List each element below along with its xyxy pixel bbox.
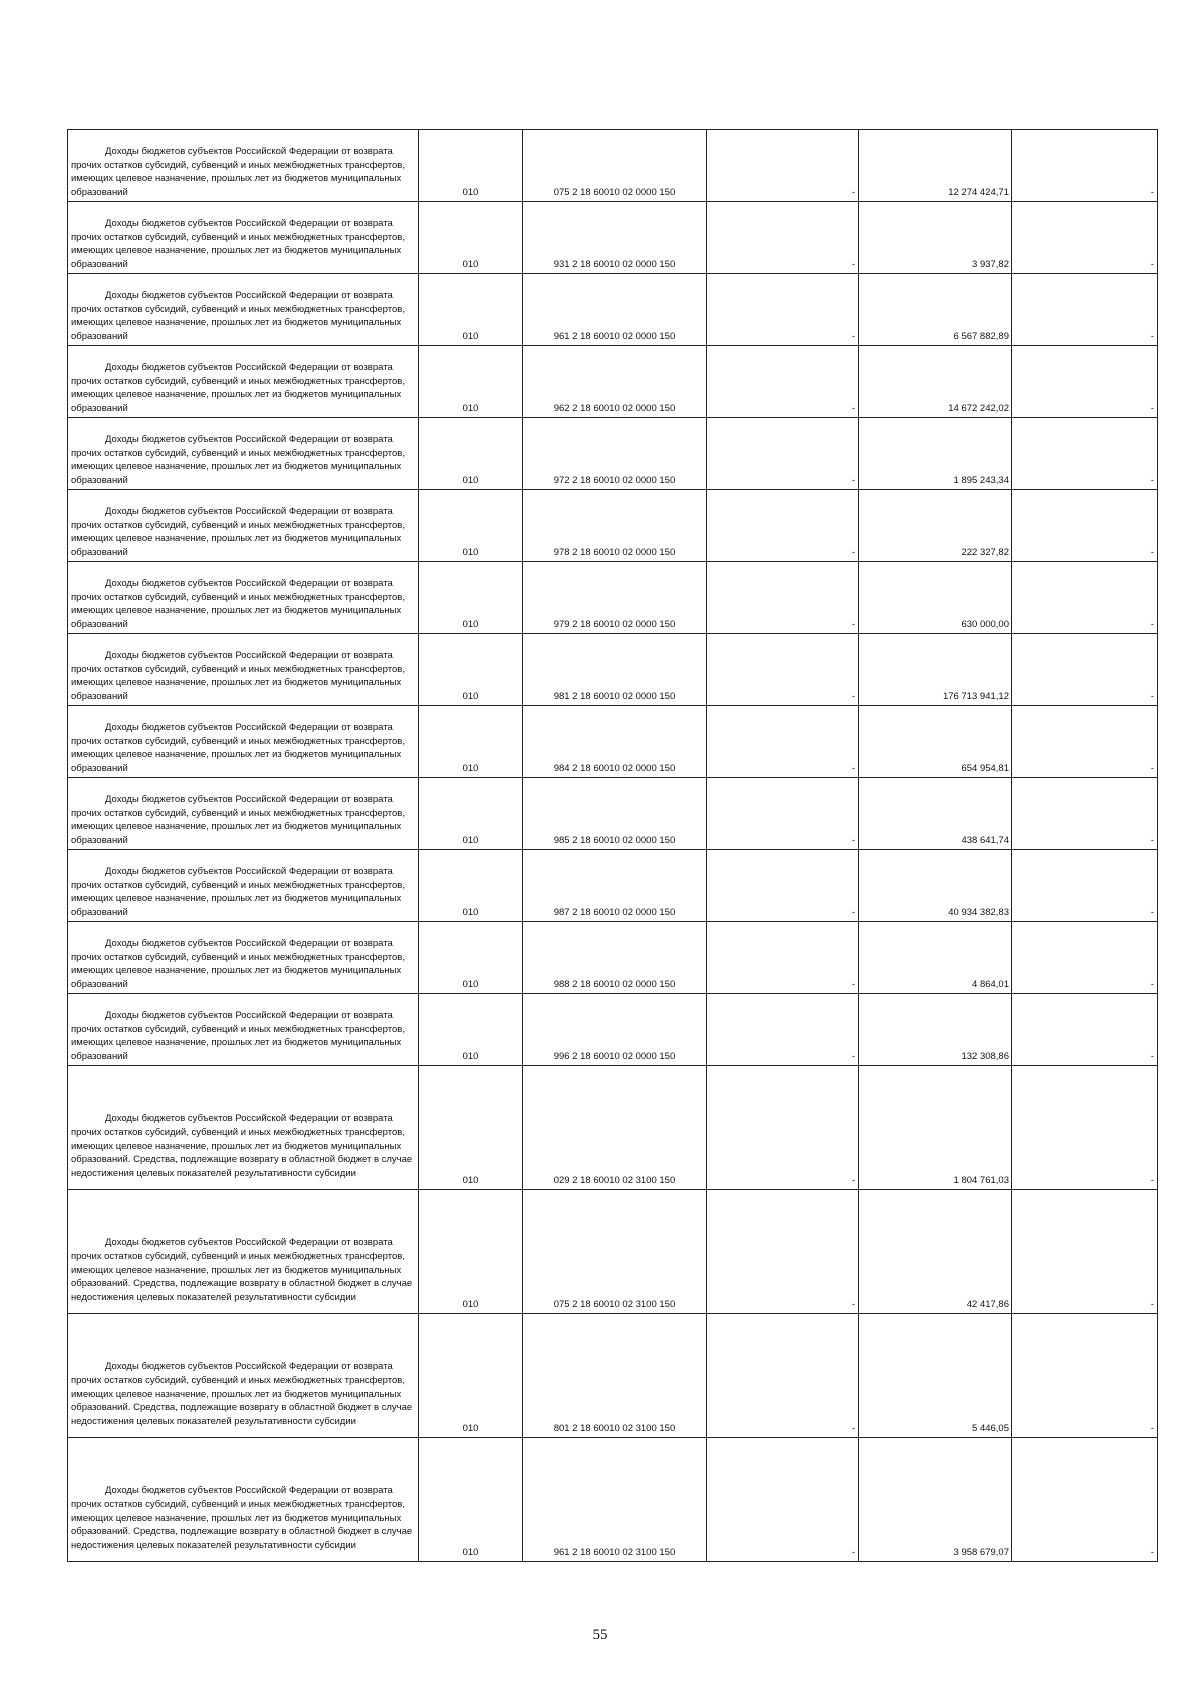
budget-classification-code: 962 2 18 60010 02 0000 150 bbox=[523, 346, 707, 418]
approved-amount: - bbox=[707, 490, 859, 562]
budget-classification-code: 978 2 18 60010 02 0000 150 bbox=[523, 490, 707, 562]
approved-amount: - bbox=[707, 850, 859, 922]
income-description: Доходы бюджетов субъектов Российской Федерации от возврата прочих остатков субсидий, субвенций и иных межбюджетных трансфертов, имеющих целевое назначение, прошлых лет из бюджетов муниципальных образований bbox=[68, 706, 419, 778]
executed-amount: 654 954,81 bbox=[859, 706, 1012, 778]
income-description: Доходы бюджетов субъектов Российской Федерации от возврата прочих остатков субсидий, субвенций и иных межбюджетных трансфертов, имеющих целевое назначение, прошлых лет из бюджетов муниципальных образований bbox=[68, 274, 419, 346]
income-description: Доходы бюджетов субъектов Российской Федерации от возврата прочих остатков субсидий, субвенций и иных межбюджетных трансфертов, имеющих целевое назначение, прошлых лет из бюджетов муниципальных образований bbox=[68, 850, 419, 922]
approved-amount: - bbox=[707, 778, 859, 850]
table-row bbox=[68, 1314, 1158, 1438]
unexecuted-amount: - bbox=[1012, 202, 1158, 274]
approved-amount: - bbox=[707, 1438, 859, 1562]
budget-classification-code: 985 2 18 60010 02 0000 150 bbox=[523, 778, 707, 850]
budget-classification-code: 988 2 18 60010 02 0000 150 bbox=[523, 922, 707, 994]
line-code: 010 bbox=[419, 634, 523, 706]
approved-amount: - bbox=[707, 706, 859, 778]
executed-amount: 132 308,86 bbox=[859, 994, 1012, 1066]
income-description: Доходы бюджетов субъектов Российской Федерации от возврата прочих остатков субсидий, субвенций и иных межбюджетных трансфертов, имеющих целевое назначение, прошлых лет из бюджетов муниципальных образований bbox=[68, 634, 419, 706]
table-row bbox=[68, 346, 1158, 418]
income-description: Доходы бюджетов субъектов Российской Федерации от возврата прочих остатков субсидий, субвенций и иных межбюджетных трансфертов, имеющих целевое назначение, прошлых лет из бюджетов муниципальных образований bbox=[68, 130, 419, 202]
table-row bbox=[68, 850, 1158, 922]
line-code: 010 bbox=[419, 562, 523, 634]
approved-amount: - bbox=[707, 274, 859, 346]
executed-amount: 12 274 424,71 bbox=[859, 130, 1012, 202]
line-code: 010 bbox=[419, 418, 523, 490]
income-description: Доходы бюджетов субъектов Российской Федерации от возврата прочих остатков субсидий, субвенций и иных межбюджетных трансфертов, имеющих целевое назначение, прошлых лет из бюджетов муниципальных образований. Средства, подлежащие возврату в областной бюджет в случае недостижения целевых показателей результативности субсидии bbox=[68, 1438, 419, 1562]
unexecuted-amount: - bbox=[1012, 634, 1158, 706]
table-row bbox=[68, 922, 1158, 994]
table-row bbox=[68, 490, 1158, 562]
line-code: 010 bbox=[419, 850, 523, 922]
budget-classification-code: 961 2 18 60010 02 0000 150 bbox=[523, 274, 707, 346]
table-body bbox=[68, 130, 1158, 1562]
executed-amount: 40 934 382,83 bbox=[859, 850, 1012, 922]
executed-amount: 1 895 243,34 bbox=[859, 418, 1012, 490]
line-code: 010 bbox=[419, 778, 523, 850]
approved-amount: - bbox=[707, 1066, 859, 1190]
executed-amount: 14 672 242,02 bbox=[859, 346, 1012, 418]
income-description: Доходы бюджетов субъектов Российской Федерации от возврата прочих остатков субсидий, субвенций и иных межбюджетных трансфертов, имеющих целевое назначение, прошлых лет из бюджетов муниципальных образований bbox=[68, 922, 419, 994]
line-code: 010 bbox=[419, 274, 523, 346]
unexecuted-amount: - bbox=[1012, 130, 1158, 202]
approved-amount: - bbox=[707, 346, 859, 418]
line-code: 010 bbox=[419, 1066, 523, 1190]
line-code: 010 bbox=[419, 994, 523, 1066]
table-row bbox=[68, 994, 1158, 1066]
unexecuted-amount: - bbox=[1012, 778, 1158, 850]
table-row bbox=[68, 634, 1158, 706]
approved-amount: - bbox=[707, 994, 859, 1066]
unexecuted-amount: - bbox=[1012, 994, 1158, 1066]
approved-amount: - bbox=[707, 1190, 859, 1314]
executed-amount: 3 937,82 bbox=[859, 202, 1012, 274]
executed-amount: 438 641,74 bbox=[859, 778, 1012, 850]
income-description: Доходы бюджетов субъектов Российской Федерации от возврата прочих остатков субсидий, субвенций и иных межбюджетных трансфертов, имеющих целевое назначение, прошлых лет из бюджетов муниципальных образований bbox=[68, 418, 419, 490]
executed-amount: 1 804 761,03 bbox=[859, 1066, 1012, 1190]
executed-amount: 42 417,86 bbox=[859, 1190, 1012, 1314]
unexecuted-amount: - bbox=[1012, 418, 1158, 490]
table-row bbox=[68, 130, 1158, 202]
unexecuted-amount: - bbox=[1012, 1438, 1158, 1562]
line-code: 010 bbox=[419, 490, 523, 562]
table-row bbox=[68, 274, 1158, 346]
executed-amount: 630 000,00 bbox=[859, 562, 1012, 634]
executed-amount: 222 327,82 bbox=[859, 490, 1012, 562]
table-row bbox=[68, 1066, 1158, 1190]
approved-amount: - bbox=[707, 202, 859, 274]
revenue-table bbox=[67, 129, 1158, 1562]
budget-classification-code: 972 2 18 60010 02 0000 150 bbox=[523, 418, 707, 490]
table-row bbox=[68, 202, 1158, 274]
executed-amount: 176 713 941,12 bbox=[859, 634, 1012, 706]
line-code: 010 bbox=[419, 1438, 523, 1562]
table-row bbox=[68, 562, 1158, 634]
unexecuted-amount: - bbox=[1012, 850, 1158, 922]
budget-classification-code: 961 2 18 60010 02 3100 150 bbox=[523, 1438, 707, 1562]
budget-classification-code: 996 2 18 60010 02 0000 150 bbox=[523, 994, 707, 1066]
table-row bbox=[68, 778, 1158, 850]
table-row bbox=[68, 418, 1158, 490]
line-code: 010 bbox=[419, 706, 523, 778]
budget-classification-code: 984 2 18 60010 02 0000 150 bbox=[523, 706, 707, 778]
budget-classification-code: 075 2 18 60010 02 0000 150 bbox=[523, 130, 707, 202]
approved-amount: - bbox=[707, 562, 859, 634]
income-description: Доходы бюджетов субъектов Российской Федерации от возврата прочих остатков субсидий, субвенций и иных межбюджетных трансфертов, имеющих целевое назначение, прошлых лет из бюджетов муниципальных образований bbox=[68, 346, 419, 418]
unexecuted-amount: - bbox=[1012, 346, 1158, 418]
income-description: Доходы бюджетов субъектов Российской Федерации от возврата прочих остатков субсидий, субвенций и иных межбюджетных трансфертов, имеющих целевое назначение, прошлых лет из бюджетов муниципальных образований bbox=[68, 490, 419, 562]
budget-classification-code: 979 2 18 60010 02 0000 150 bbox=[523, 562, 707, 634]
page-number: 55 bbox=[592, 1627, 608, 1643]
line-code: 010 bbox=[419, 922, 523, 994]
income-description: Доходы бюджетов субъектов Российской Федерации от возврата прочих остатков субсидий, субвенций и иных межбюджетных трансфертов, имеющих целевое назначение, прошлых лет из бюджетов муниципальных образований bbox=[68, 778, 419, 850]
line-code: 010 bbox=[419, 202, 523, 274]
line-code: 010 bbox=[419, 130, 523, 202]
income-description: Доходы бюджетов субъектов Российской Федерации от возврата прочих остатков субсидий, субвенций и иных межбюджетных трансфертов, имеющих целевое назначение, прошлых лет из бюджетов муниципальных образований bbox=[68, 994, 419, 1066]
unexecuted-amount: - bbox=[1012, 274, 1158, 346]
approved-amount: - bbox=[707, 418, 859, 490]
executed-amount: 4 864,01 bbox=[859, 922, 1012, 994]
unexecuted-amount: - bbox=[1012, 1066, 1158, 1190]
approved-amount: - bbox=[707, 130, 859, 202]
unexecuted-amount: - bbox=[1012, 490, 1158, 562]
income-description: Доходы бюджетов субъектов Российской Федерации от возврата прочих остатков субсидий, субвенций и иных межбюджетных трансфертов, имеющих целевое назначение, прошлых лет из бюджетов муниципальных образований. Средства, подлежащие возврату в областной бюджет в случае недостижения целевых показателей результативности субсидии bbox=[68, 1314, 419, 1438]
executed-amount: 5 446,05 bbox=[859, 1314, 1012, 1438]
unexecuted-amount: - bbox=[1012, 706, 1158, 778]
line-code: 010 bbox=[419, 1190, 523, 1314]
budget-classification-code: 029 2 18 60010 02 3100 150 bbox=[523, 1066, 707, 1190]
budget-classification-code: 075 2 18 60010 02 3100 150 bbox=[523, 1190, 707, 1314]
executed-amount: 3 958 679,07 bbox=[859, 1438, 1012, 1562]
unexecuted-amount: - bbox=[1012, 562, 1158, 634]
income-description: Доходы бюджетов субъектов Российской Федерации от возврата прочих остатков субсидий, субвенций и иных межбюджетных трансфертов, имеющих целевое назначение, прошлых лет из бюджетов муниципальных образований bbox=[68, 202, 419, 274]
approved-amount: - bbox=[707, 634, 859, 706]
executed-amount: 6 567 882,89 bbox=[859, 274, 1012, 346]
budget-classification-code: 987 2 18 60010 02 0000 150 bbox=[523, 850, 707, 922]
income-description: Доходы бюджетов субъектов Российской Федерации от возврата прочих остатков субсидий, субвенций и иных межбюджетных трансфертов, имеющих целевое назначение, прошлых лет из бюджетов муниципальных образований bbox=[68, 562, 419, 634]
budget-classification-code: 801 2 18 60010 02 3100 150 bbox=[523, 1314, 707, 1438]
table-row bbox=[68, 1438, 1158, 1562]
line-code: 010 bbox=[419, 1314, 523, 1438]
income-description: Доходы бюджетов субъектов Российской Федерации от возврата прочих остатков субсидий, субвенций и иных межбюджетных трансфертов, имеющих целевое назначение, прошлых лет из бюджетов муниципальных образований. Средства, подлежащие возврату в областной бюджет в случае недостижения целевых показателей результативности субсидии bbox=[68, 1066, 419, 1190]
approved-amount: - bbox=[707, 1314, 859, 1438]
unexecuted-amount: - bbox=[1012, 1190, 1158, 1314]
budget-classification-code: 981 2 18 60010 02 0000 150 bbox=[523, 634, 707, 706]
income-description: Доходы бюджетов субъектов Российской Федерации от возврата прочих остатков субсидий, субвенций и иных межбюджетных трансфертов, имеющих целевое назначение, прошлых лет из бюджетов муниципальных образований. Средства, подлежащие возврату в областной бюджет в случае недостижения целевых показателей результативности субсидии bbox=[68, 1190, 419, 1314]
unexecuted-amount: - bbox=[1012, 922, 1158, 994]
budget-classification-code: 931 2 18 60010 02 0000 150 bbox=[523, 202, 707, 274]
table-row bbox=[68, 706, 1158, 778]
line-code: 010 bbox=[419, 346, 523, 418]
unexecuted-amount: - bbox=[1012, 1314, 1158, 1438]
approved-amount: - bbox=[707, 922, 859, 994]
table-row bbox=[68, 1190, 1158, 1314]
